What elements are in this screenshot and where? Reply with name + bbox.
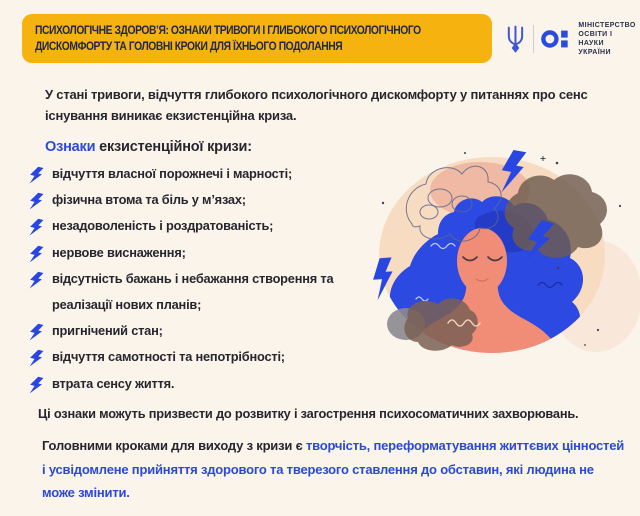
lightning-icon bbox=[27, 217, 44, 239]
lightning-icon bbox=[27, 191, 44, 213]
signs-heading-rest: екзистенційної кризи: bbox=[95, 139, 252, 155]
ring-colon-logo-mark bbox=[541, 28, 571, 50]
list-item-text: нервове виснаження; bbox=[52, 244, 186, 260]
ministry-line-1: МІНІСТЕРСТВО bbox=[578, 22, 636, 29]
lightning-icon bbox=[27, 243, 44, 265]
list-item-text: відчуття власної порожнечі і марності; bbox=[52, 166, 293, 181]
ministry-logo bbox=[505, 21, 640, 57]
woman-face bbox=[457, 228, 507, 294]
lightning-icon bbox=[27, 322, 44, 344]
list-item bbox=[28, 187, 360, 213]
list-item-text: незадоволеність і роздратованість; bbox=[52, 218, 274, 234]
list-item-text: відсутність бажань і небажання створення та реалізації нових планів; bbox=[52, 270, 334, 313]
ministry-line-3: УКРАЇНИ bbox=[578, 49, 611, 56]
list-item bbox=[28, 161, 360, 187]
steps-lead: Головними кроками для виходу з кризи є bbox=[42, 438, 306, 453]
list-item-text: фізична втома та біль у м’язах; bbox=[52, 192, 246, 208]
list-item bbox=[28, 266, 360, 318]
anxiety-illustration bbox=[368, 148, 640, 393]
list-item bbox=[28, 318, 360, 344]
lightning-icon bbox=[27, 348, 44, 370]
lightning-icon bbox=[27, 165, 44, 187]
banner-line-2: ДИСКОМФОРТУ ТА ГОЛОВНІ КРОКИ ДЛЯ ЇХНЬОГО ПОДОЛАННЯ bbox=[35, 39, 343, 53]
ministry-line-2: ОСВІТИ І НАУКИ bbox=[578, 31, 613, 47]
list-item-text: пригнічений стан; bbox=[52, 323, 163, 339]
lightning-icon bbox=[27, 374, 44, 396]
logo-divider bbox=[533, 25, 535, 53]
cloud-bottom-left bbox=[404, 298, 477, 350]
banner-line-1: ПСИХОЛОГІЧНЕ ЗДОРОВ’Я: ОЗНАКИ ТРИВОГИ І ГЛИБОКОГО ПСИХОЛОГІЧНОГО bbox=[35, 23, 421, 37]
steps-highlight: творчість, переформатування життєвих цінностей і усвідомлене прийняття здорового та тверезого ставлення до обставин, які людина не може змінити. bbox=[42, 438, 625, 500]
intro-paragraph: У стані тривоги, відчуття глибокого психологічного дискомфорту у питаннях про сенс існування виникає екзистенційна криза. bbox=[45, 87, 588, 123]
list-item-text: відчуття самотності та непотрібності; bbox=[52, 349, 285, 365]
list-item bbox=[28, 213, 360, 239]
list-item-text: втрата сенсу життя. bbox=[52, 375, 175, 391]
list-item bbox=[28, 371, 360, 397]
signs-heading bbox=[45, 139, 252, 155]
ministry-name bbox=[578, 21, 640, 57]
lightning-icon bbox=[27, 270, 44, 292]
steps-paragraph bbox=[42, 434, 627, 505]
signs-heading-accent: Ознаки bbox=[45, 139, 96, 155]
plus-mark bbox=[541, 156, 546, 161]
list-item bbox=[28, 344, 360, 370]
signs-list bbox=[28, 161, 360, 397]
list-item bbox=[28, 240, 360, 266]
trident-icon bbox=[505, 24, 526, 54]
title-banner bbox=[22, 14, 492, 63]
warning-text: Ці ознаки можуть призвести до розвитку і загострення психосоматичних захворювань. bbox=[38, 406, 579, 421]
